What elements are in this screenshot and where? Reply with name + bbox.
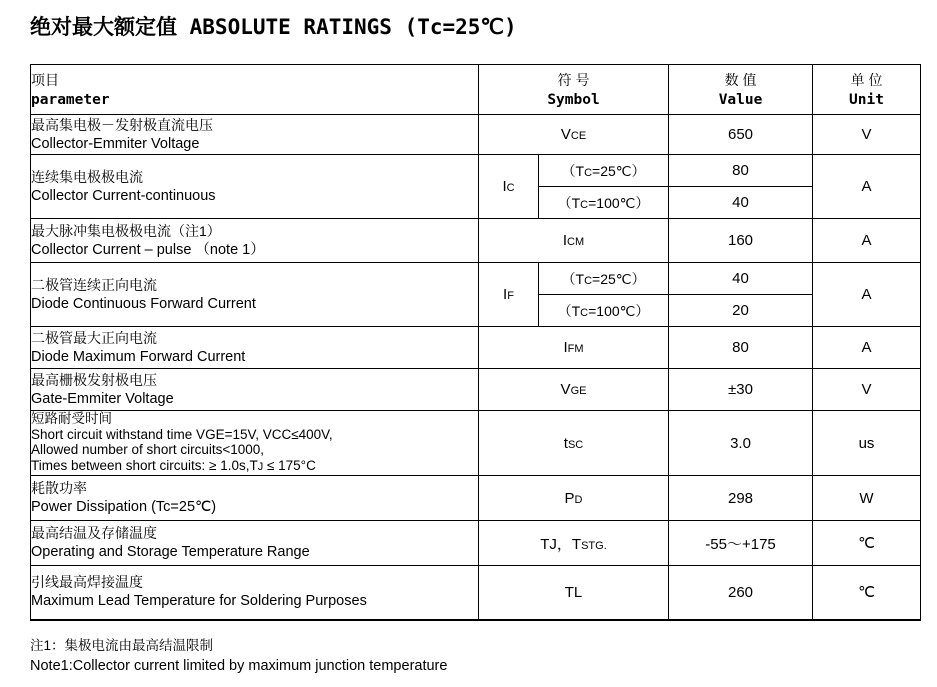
row-if-1 <box>31 263 921 295</box>
if-parameter-cell <box>31 263 479 327</box>
icm-symbol: I <box>562 232 568 249</box>
tj-en: Operating and Storage Temperature Range <box>31 544 310 560</box>
ic-unit-cell: A <box>813 155 921 219</box>
row-tsc <box>31 411 921 476</box>
pd-symbol-cell <box>479 476 669 521</box>
footnote-zh: 注1：集极电流由最高结温限制 <box>30 637 214 653</box>
tsc-symbol-sub: SC <box>567 438 584 451</box>
header-parameter-cell <box>31 65 479 115</box>
tj-zh: 最高结温及存储温度 <box>31 525 157 541</box>
ic-en: Collector Current-continuous <box>31 187 216 204</box>
header-unit-cell <box>813 65 921 115</box>
ic-parameter-cell <box>31 155 479 219</box>
row-icm <box>31 219 921 263</box>
pd-parameter-cell <box>31 476 479 521</box>
row-pd <box>31 476 921 521</box>
ic-cond1-cell: （TC=25℃） <box>539 155 669 187</box>
vce-parameter-cell <box>31 115 479 155</box>
if-zh: 二极管连续正向电流 <box>31 276 157 293</box>
header-symbol-zh: 符 号 <box>557 71 590 88</box>
header-value-en: Value <box>718 91 763 108</box>
vge-symbol-cell <box>479 369 669 411</box>
ifm-en: Diode Maximum Forward Current <box>31 348 246 365</box>
footnote-en: Note1:Collector current limited by maximum junction temperature <box>30 657 448 674</box>
tl-en: Maximum Lead Temperature for Soldering Purposes <box>31 593 367 610</box>
icm-symbol-cell <box>479 219 669 263</box>
header-row <box>31 65 921 115</box>
pd-symbol: P <box>564 489 575 507</box>
vge-parameter-cell <box>31 369 479 411</box>
vce-symbol: V <box>560 126 571 143</box>
tsc-unit-cell: us <box>813 411 921 476</box>
ifm-unit-cell: A <box>813 327 921 369</box>
header-value-zh: 数 值 <box>724 71 757 88</box>
tsc-symbol: t <box>563 434 568 452</box>
ic-cond2-cell: （TC=100℃） <box>539 187 669 219</box>
icm-unit-cell: A <box>813 219 921 263</box>
ifm-symbol: I <box>563 339 568 356</box>
icm-value-cell: 160 <box>669 219 813 263</box>
tsc-en-line1: Short circuit withstand time VGE=15V, VCC≤400V, <box>31 426 333 442</box>
tl-parameter-cell <box>31 566 479 620</box>
header-parameter-en: parameter <box>31 91 110 108</box>
pd-zh: 耗散功率 <box>31 480 87 496</box>
tl-symbol: TL <box>564 583 583 601</box>
if-symbol-cell <box>479 263 539 327</box>
ic-symbol-sub: C <box>506 182 515 194</box>
ifm-symbol-cell <box>479 327 669 369</box>
tj-value-cell: -55～+175 <box>669 521 813 566</box>
tj-symbol-sub: STG. <box>581 539 607 552</box>
vge-en: Gate-Emmiter Voltage <box>31 390 174 407</box>
tsc-symbol-cell <box>479 411 669 476</box>
header-symbol-en: Symbol <box>547 91 600 108</box>
vge-zh: 最高栅极发射极电压 <box>31 371 157 388</box>
ic-symbol: I <box>502 178 507 195</box>
if-value1-cell: 40 <box>669 263 813 295</box>
vce-en: Collector-Emmiter Voltage <box>31 135 200 152</box>
ic-value1-cell: 80 <box>669 155 813 187</box>
if-en: Diode Continuous Forward Current <box>31 295 256 312</box>
tl-symbol-cell <box>479 566 669 620</box>
if-symbol: I <box>503 286 508 303</box>
tsc-zh: 短路耐受时间 <box>31 411 112 426</box>
row-tl <box>31 566 921 620</box>
vge-symbol: V <box>560 381 571 398</box>
ifm-zh: 二极管最大正向电流 <box>31 329 157 346</box>
footnote <box>30 636 920 676</box>
row-vge <box>31 369 921 411</box>
header-parameter-zh: 项目 <box>31 71 59 88</box>
vce-zh: 最高集电极－发射极直流电压 <box>31 116 213 133</box>
if-value2-cell: 20 <box>669 295 813 327</box>
row-ic-1 <box>31 155 921 187</box>
header-unit-zh: 单 位 <box>850 71 883 88</box>
if-symbol-sub: F <box>507 290 514 302</box>
tj-symbol-cell <box>479 521 669 566</box>
tsc-en-line3: Times between short circuits: ≥ 1.0s,TJ ≤ 175°C <box>31 457 316 473</box>
header-unit-en: Unit <box>849 91 884 108</box>
tl-unit-cell: ℃ <box>813 566 921 620</box>
header-symbol-cell <box>479 65 669 115</box>
if-cond1-cell: （TC=25℃） <box>539 263 669 295</box>
vge-value-cell: ±30 <box>669 369 813 411</box>
absolute-ratings-table <box>30 64 921 621</box>
ifm-value-cell: 80 <box>669 327 813 369</box>
ic-zh: 连续集电极极电流 <box>31 168 143 185</box>
tj-unit-cell: ℃ <box>813 521 921 566</box>
tj-parameter-cell <box>31 521 479 566</box>
vce-value-cell: 650 <box>669 115 813 155</box>
pd-symbol-sub: D <box>574 493 583 506</box>
row-tj <box>31 521 921 566</box>
ifm-parameter-cell <box>31 327 479 369</box>
ic-value2-cell: 40 <box>669 187 813 219</box>
ifm-symbol-sub: FM <box>567 343 584 355</box>
ic-symbol-cell <box>479 155 539 219</box>
tsc-en-line2: Allowed number of short circuits<1000, <box>31 442 264 457</box>
page-title: 绝对最大额定值 ABSOLUTE RATINGS (Tc=25℃) <box>30 15 517 39</box>
pd-value-cell: 298 <box>669 476 813 521</box>
row-ifm <box>31 327 921 369</box>
tl-value-cell: 260 <box>669 566 813 620</box>
icm-parameter-cell <box>31 219 479 263</box>
pd-unit-cell: W <box>813 476 921 521</box>
vce-symbol-sub: CE <box>570 130 587 142</box>
tj-symbol: TJ，T <box>540 535 582 553</box>
vge-symbol-sub: GE <box>570 385 587 397</box>
pd-en: Power Dissipation (Tc=25℃) <box>31 499 217 515</box>
if-cond2-cell: （TC=100℃） <box>539 295 669 327</box>
vge-unit-cell: V <box>813 369 921 411</box>
vce-unit-cell: V <box>813 115 921 155</box>
icm-symbol-sub: CM <box>567 236 585 248</box>
row-vce <box>31 115 921 155</box>
header-value-cell <box>669 65 813 115</box>
icm-en: Collector Current – pulse （note 1） <box>31 241 265 258</box>
icm-zh: 最大脉冲集电极极电流（注1） <box>31 222 221 239</box>
tsc-value-cell: 3.0 <box>669 411 813 476</box>
tsc-parameter-cell <box>31 411 479 476</box>
tl-zh: 引线最高焊接温度 <box>31 574 143 591</box>
if-unit-cell: A <box>813 263 921 327</box>
vce-symbol-cell <box>479 115 669 155</box>
